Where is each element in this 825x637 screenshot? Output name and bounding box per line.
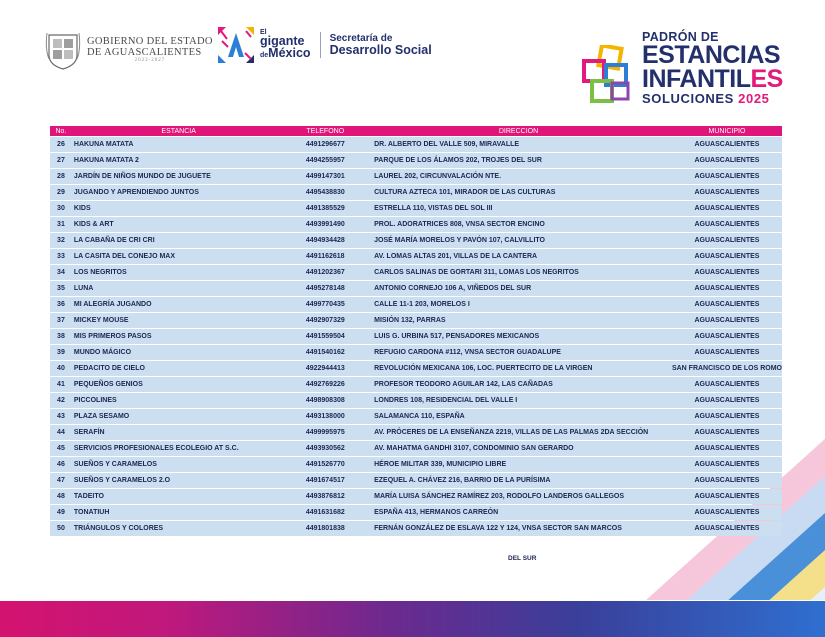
cell-telefono: 4494934428 [285,233,365,248]
cell-telefono: 4491801838 [285,521,365,536]
padron-line4b: 2025 [738,91,770,106]
cell-municipio: AGUASCALIENTES [672,457,782,472]
cell-municipio: AGUASCALIENTES [672,249,782,264]
cell-direccion: JOSÉ MARÍA MORELOS Y PAVÓN 107, CALVILLITO [365,233,672,248]
cell-estancia: MI ALEGRÍA JUGANDO [72,297,286,312]
cell-estancia: LA CABAÑA DE CRI CRI [72,233,286,248]
cell-estancia: PEQUEÑOS GENIOS [72,377,286,392]
cell-municipio: AGUASCALIENTES [672,185,782,200]
cell-telefono: 4499770435 [285,297,365,312]
table-row [50,409,782,424]
cell-no: 37 [50,313,72,328]
cell-municipio: AGUASCALIENTES [672,169,782,184]
cell-telefono: 4493876812 [285,489,365,504]
table-row [50,361,782,376]
cell-municipio: AGUASCALIENTES [672,297,782,312]
cell-telefono: 4493138000 [285,409,365,424]
padron-line2: ESTANCIAS [642,41,781,69]
cell-direccion: CALLE 11-1 203, MORELOS I [365,297,672,312]
cell-no: 46 [50,457,72,472]
cell-municipio: AGUASCALIENTES [672,281,782,296]
cell-telefono: 4493991490 [285,217,365,232]
cell-direccion: LAUREL 202, CIRCUNVALACIÓN NTE. [365,169,672,184]
table-row [50,457,782,472]
cell-municipio: SAN FRANCISCO DE LOS ROMO [672,361,782,376]
cell-no: 36 [50,297,72,312]
cell-estancia: MIS PRIMEROS PASOS [72,329,286,344]
gigante-badge-icon [218,27,254,63]
cell-estancia: LA CASITA DEL CONEJO MAX [72,249,286,264]
cell-no: 40 [50,361,72,376]
cell-no: 41 [50,377,72,392]
table-row [50,329,782,344]
cell-estancia: HAKUNA MATATA 2 [72,153,286,168]
cell-direccion: FERNÁN GONZÁLEZ DE ESLAVA 122 Y 124, VNSA SECTOR SAN MARCOS [365,521,672,536]
cell-no: 35 [50,281,72,296]
cell-municipio: AGUASCALIENTES [672,505,782,520]
cell-estancia: TRIÁNGULOS Y COLORES [72,521,286,536]
cell-estancia: MUNDO MÁGICO [72,345,286,360]
cell-direccion: DR. ALBERTO DEL VALLE 509, MIRAVALLE [365,137,672,152]
table-row [50,281,782,296]
cell-direccion: PARQUE DE LOS ÁLAMOS 202, TROJES DEL SUR [365,153,672,168]
cell-direccion: CARLOS SALINAS DE GORTARI 311, LOMAS LOS NEGRITOS [365,265,672,280]
gigante-line1: El [260,28,267,36]
table-row [50,521,782,536]
cell-direccion: ESPAÑA 413, HERMANOS CARREÓN [365,505,672,520]
cell-direccion: PROFESOR TEODORO AGUILAR 142, LAS CAÑADAS [365,377,672,392]
cell-municipio: AGUASCALIENTES [672,393,782,408]
padron-line3a: INFANTIL [642,65,751,93]
cell-telefono: 4491385529 [285,201,365,216]
padron-line3b: ES [750,65,783,93]
cell-municipio: AGUASCALIENTES [672,265,782,280]
cell-no: 30 [50,201,72,216]
cell-municipio: AGUASCALIENTES [672,441,782,456]
cell-direccion: LONDRES 108, RESIDENCIAL DEL VALLE I [365,393,672,408]
cell-estancia: LUNA [72,281,286,296]
gigante-secretaria-logo [218,27,432,63]
cell-estancia: TONATIUH [72,505,286,520]
cell-estancia: PEDACITO DE CIELO [72,361,286,376]
cell-estancia: SERVICIOS PROFESIONALES ECOLEGIO AT S.C. [72,441,286,456]
secretaria-line2: Desarrollo Social [329,42,432,57]
cell-no: 27 [50,153,72,168]
table-row [50,393,782,408]
table-row [50,489,782,504]
cell-telefono: 4495278148 [285,281,365,296]
cell-municipio: AGUASCALIENTES [672,521,782,536]
cell-municipio: AGUASCALIENTES [672,409,782,424]
padron-line1: PADRÓN DE [642,30,719,44]
cell-direccion: EZEQUEL A. CHÁVEZ 216, BARRIO DE LA PURÍSIMA [365,473,672,488]
cell-telefono: 4492907329 [285,313,365,328]
cell-telefono: 4491296677 [285,137,365,152]
cell-estancia: HAKUNA MATATA [72,137,286,152]
secretaria-line1: Secretaría de [329,32,393,44]
cell-direccion: LUIS G. URBINA 517, PENSADORES MEXICANOS [365,329,672,344]
cell-telefono: 4922944413 [285,361,365,376]
cell-no: 33 [50,249,72,264]
gov-line3: 2022-2027 [134,58,166,64]
cell-telefono: 4491540162 [285,345,365,360]
gov-line1: GOBIERNO DEL ESTADO [87,36,213,48]
table-row [50,217,782,232]
table-row [50,233,782,248]
cell-direccion: PROL. ADORATRICES 808, VNSA SECTOR ENCINO [365,217,672,232]
cell-estancia: KIDS [72,201,286,216]
cell-direccion: MARÍA LUISA SÁNCHEZ RAMÍREZ 203, RODOLFO LANDEROS GALLEGOS [365,489,672,504]
cell-municipio: AGUASCALIENTES [672,377,782,392]
cell-telefono: 4491202367 [285,265,365,280]
table-row [50,441,782,456]
cell-municipio: AGUASCALIENTES [672,201,782,216]
cell-municipio: AGUASCALIENTES [672,329,782,344]
cell-municipio: AGUASCALIENTES [672,489,782,504]
cell-no: 38 [50,329,72,344]
table-row [50,265,782,280]
bottom-gradient-bar [0,601,825,637]
cell-telefono: 4498908308 [285,393,365,408]
table-row [50,313,782,328]
cell-direccion: REFUGIO CARDONA #112, VNSA SECTOR GUADALUPE [365,345,672,360]
cell-telefono: 4495438830 [285,185,365,200]
cell-estancia: SERAFÍN [72,425,286,440]
header-telefono: TELEFONO [285,126,365,136]
cell-no: 26 [50,137,72,152]
cell-no: 28 [50,169,72,184]
table-row [50,473,782,488]
cell-telefono: 4499995975 [285,425,365,440]
header-direccion: DIRECCION [365,126,672,136]
gov-line2: DE AGUASCALIENTES [87,47,202,59]
logo-separator [320,32,321,58]
cell-telefono: 4491631682 [285,505,365,520]
header-municipio: MUNICIPIO [672,126,782,136]
table-row [50,185,782,200]
header-estancia: ESTANCIA [72,126,286,136]
cell-no: 32 [50,233,72,248]
table-row [50,377,782,392]
cell-estancia: JUGANDO Y APRENDIENDO JUNTOS [72,185,286,200]
cell-estancia: SUEÑOS Y CARAMELOS 2.O [72,473,286,488]
cell-municipio: AGUASCALIENTES [672,345,782,360]
cell-no: 47 [50,473,72,488]
cubes-logo-icon [582,45,637,105]
cell-no: 49 [50,505,72,520]
state-crest-icon [43,29,83,71]
cell-no: 34 [50,265,72,280]
table-row [50,345,782,360]
gigante-line4: México [268,46,311,61]
table-row [50,201,782,216]
cell-direccion: AV. LOMAS ALTAS 201, VILLAS DE LA CANTERA [365,249,672,264]
cell-direccion: AV. MAHATMA GANDHI 3107, CONDOMINIO SAN GERARDO [365,441,672,456]
cell-direccion: REVOLUCIÓN MEXICANA 106, LOC. PUERTECITO DE LA VIRGEN [365,361,672,376]
cell-telefono: 4499147301 [285,169,365,184]
cell-estancia: PLAZA SESAMO [72,409,286,424]
cell-no: 31 [50,217,72,232]
cell-estancia: LOS NEGRITOS [72,265,286,280]
cell-municipio: AGUASCALIENTES [672,153,782,168]
cell-estancia: JARDÍN DE NIÑOS MUNDO DE JUGUETE [72,169,286,184]
table-body [50,137,782,536]
table-row [50,169,782,184]
padron-line4a: SOLUCIONES [642,91,739,106]
gigante-line2: gigante [260,34,305,49]
cell-telefono: 4493930562 [285,441,365,456]
cell-estancia: TADEITO [72,489,286,504]
cell-no: 44 [50,425,72,440]
cell-municipio: AGUASCALIENTES [672,137,782,152]
cell-no: 45 [50,441,72,456]
cell-direccion: CULTURA AZTECA 101, MIRADOR DE LAS CULTURAS [365,185,672,200]
cell-municipio: AGUASCALIENTES [672,217,782,232]
table-row [50,249,782,264]
table-header-row [50,126,782,136]
gigante-line3: de [260,52,269,60]
cell-telefono: 4491559504 [285,329,365,344]
cell-direccion: ANTONIO CORNEJO 106 A, VIÑEDOS DEL SUR [365,281,672,296]
cell-no: 39 [50,345,72,360]
cell-municipio: AGUASCALIENTES [672,313,782,328]
table-row [50,425,782,440]
padron-title-block [582,30,787,110]
cell-telefono: 4491162618 [285,249,365,264]
cell-direccion: HÉROE MILITAR 339, MUNICIPIO LIBRE [365,457,672,472]
table-row [50,153,782,168]
cell-no: 48 [50,489,72,504]
cell-estancia: KIDS & ART [72,217,286,232]
table-row [50,505,782,520]
cell-telefono: 4491526770 [285,457,365,472]
estancias-table [50,125,782,537]
cell-estancia: PICCOLINES [72,393,286,408]
footnote: DEL SUR [508,555,537,562]
cell-municipio: AGUASCALIENTES [672,473,782,488]
cell-estancia: SUEÑOS Y CARAMELOS [72,457,286,472]
cell-municipio: AGUASCALIENTES [672,233,782,248]
table-row [50,297,782,312]
cell-direccion: ESTRELLA 110, VISTAS DEL SOL III [365,201,672,216]
cell-no: 29 [50,185,72,200]
cell-no: 50 [50,521,72,536]
header-no: No. [50,126,72,136]
cell-telefono: 4491674517 [285,473,365,488]
cell-no: 43 [50,409,72,424]
cell-direccion: AV. PRÓCERES DE LA ENSEÑANZA 2219, VILLAS DE LAS PALMAS 2DA SECCIÓN [365,425,672,440]
cell-telefono: 4494255957 [285,153,365,168]
cell-direccion: SALAMANCA 110, ESPAÑA [365,409,672,424]
cell-telefono: 4492769226 [285,377,365,392]
cell-estancia: MICKEY MOUSE [72,313,286,328]
gov-aguascalientes-logo [43,29,213,71]
cell-municipio: AGUASCALIENTES [672,425,782,440]
cell-no: 42 [50,393,72,408]
table-row [50,137,782,152]
cell-direccion: MISIÓN 132, PARRAS [365,313,672,328]
